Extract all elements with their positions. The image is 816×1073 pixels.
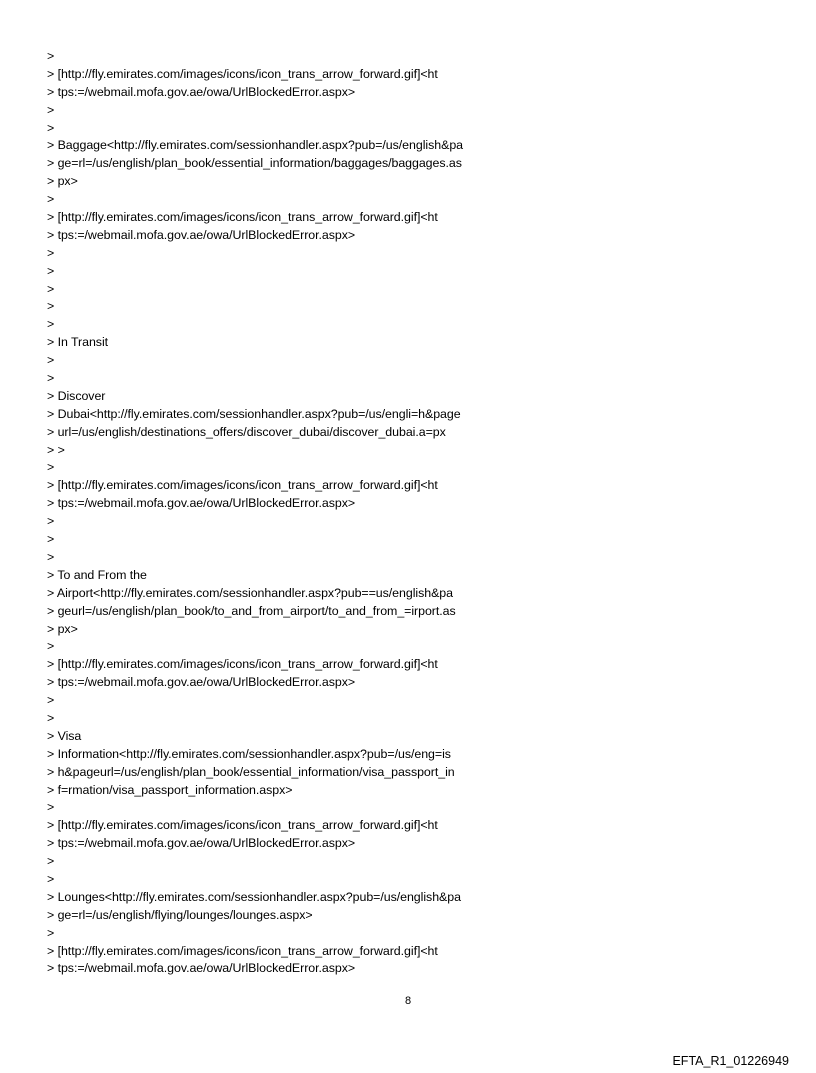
document-line: > ge=rl=/us/english/flying/lounges/lounges.aspx> <box>47 907 313 922</box>
document-line: > [http://fly.emirates.com/images/icons/icon_trans_arrow_forward.gif]<ht <box>47 943 438 958</box>
document-line: > Lounges<http://fly.emirates.com/sessionhandler.aspx?pub=/us/english&pa <box>47 889 461 904</box>
document-line: > Visa <box>47 728 82 743</box>
document-line: > [http://fly.emirates.com/images/icons/icon_trans_arrow_forward.gif]<ht <box>47 657 438 672</box>
document-body <box>47 48 787 978</box>
document-line: > [http://fly.emirates.com/images/icons/icon_trans_arrow_forward.gif]<ht <box>47 818 438 833</box>
document-line: > url=/us/english/destinations_offers/discover_dubai/discover_dubai.a=px <box>47 424 446 439</box>
document-line: > tps:=/webmail.mofa.gov.ae/owa/UrlBlockedError.aspx> <box>47 836 356 851</box>
document-line: > In Transit <box>47 335 109 350</box>
document-line: > <box>47 514 55 529</box>
document-line: > Information<http://fly.emirates.com/sessionhandler.aspx?pub=/us/eng=is <box>47 746 451 761</box>
document-line: > <box>47 49 55 63</box>
document-line: > <box>47 120 55 135</box>
document-id: EFTA_R1_01226949 <box>672 1054 789 1068</box>
document-line: > [http://fly.emirates.com/images/icons/icon_trans_arrow_forward.gif]<ht <box>47 478 438 493</box>
document-line: > f=rmation/visa_passport_information.aspx> <box>47 782 293 797</box>
document-line: > To and From the <box>47 567 147 582</box>
document-line: > tps:=/webmail.mofa.gov.ae/owa/UrlBlockedError.aspx> <box>47 675 356 690</box>
document-line: > tps:=/webmail.mofa.gov.ae/owa/UrlBlockedError.aspx> <box>47 84 356 99</box>
document-line: > <box>47 299 55 314</box>
document-line: > Discover <box>47 388 106 403</box>
document-line: > ge=rl=/us/english/plan_book/essential_information/baggages/baggages.as <box>47 156 462 171</box>
document-line: > <box>47 549 55 564</box>
document-line: > > <box>47 442 65 457</box>
document-line: > tps:=/webmail.mofa.gov.ae/owa/UrlBlockedError.aspx> <box>47 961 356 976</box>
document-line: > <box>47 710 55 725</box>
document-line: > <box>47 281 55 296</box>
document-line: > <box>47 871 55 886</box>
document-line: > [http://fly.emirates.com/images/icons/icon_trans_arrow_forward.gif]<ht <box>47 210 438 225</box>
document-line: > Dubai<http://fly.emirates.com/sessionhandler.aspx?pub=/us/engli=h&page <box>47 406 461 421</box>
document-line: > tps:=/webmail.mofa.gov.ae/owa/UrlBlockedError.aspx> <box>47 496 356 511</box>
document-line: > tps:=/webmail.mofa.gov.ae/owa/UrlBlockedError.aspx> <box>47 227 356 242</box>
document-line: > <box>47 353 55 368</box>
document-line: > <box>47 639 55 654</box>
document-line: > px> <box>47 174 78 189</box>
page-number: 8 <box>404 995 412 1007</box>
document-line: > px> <box>47 621 78 636</box>
document-line: > <box>47 854 55 869</box>
document-line: > Airport<http://fly.emirates.com/sessionhandler.aspx?pub==us/english&pa <box>47 585 453 600</box>
document-line: > Baggage<http://fly.emirates.com/sessionhandler.aspx?pub=/us/english&pa <box>47 138 463 153</box>
document-line: > <box>47 693 55 708</box>
document-line: > <box>47 102 55 117</box>
document-line: > geurl=/us/english/plan_book/to_and_from_airport/to_and_from_=irport.as <box>47 603 456 618</box>
document-line: > <box>47 317 55 332</box>
document-line: > <box>47 925 55 940</box>
document-line: > <box>47 245 55 260</box>
document-line: > <box>47 192 55 207</box>
document-line: > [http://fly.emirates.com/images/icons/icon_trans_arrow_forward.gif]<ht <box>47 66 438 81</box>
document-line: > <box>47 263 55 278</box>
document-line: > <box>47 800 55 815</box>
document-line: > <box>47 460 55 475</box>
document-line: > <box>47 371 55 386</box>
document-line: > h&pageurl=/us/english/plan_book/essential_information/visa_passport_in <box>47 764 455 779</box>
document-line: > <box>47 532 55 547</box>
